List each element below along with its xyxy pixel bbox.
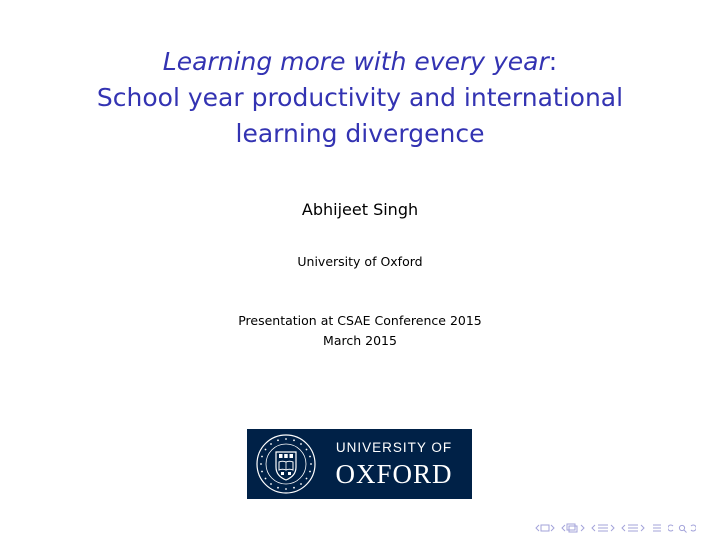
event-name: Presentation at CSAE Conference 2015 xyxy=(238,313,482,328)
logo-oxford: OXFORD xyxy=(335,459,453,489)
title-line-2: School year productivity and international xyxy=(96,83,624,112)
nav-subsection-icon[interactable] xyxy=(590,522,616,534)
title-line-1 xyxy=(0,44,720,80)
slide-title xyxy=(0,44,720,152)
title-colon: : xyxy=(548,47,558,76)
nav-section-icon[interactable] xyxy=(620,522,646,534)
nav-slide-icon[interactable] xyxy=(534,522,556,534)
nav-frame-icon[interactable] xyxy=(560,522,586,534)
event-date: March 2015 xyxy=(323,333,397,348)
institute: University of Oxford xyxy=(297,254,423,269)
author-name: Abhijeet Singh xyxy=(301,200,419,219)
title-italic: Learning more with every year xyxy=(162,47,549,76)
oxford-logo xyxy=(247,429,472,499)
beamer-nav-bar xyxy=(534,521,696,535)
logo-university-of: UNIVERSITY OF xyxy=(335,440,453,455)
occasion xyxy=(0,311,720,351)
nav-appendix-icon[interactable] xyxy=(650,522,664,534)
nav-search-icon[interactable] xyxy=(668,522,696,534)
logo-wordmark xyxy=(319,429,469,499)
oxford-crest-icon xyxy=(255,433,317,495)
title-line-3: learning divergence xyxy=(235,119,485,148)
